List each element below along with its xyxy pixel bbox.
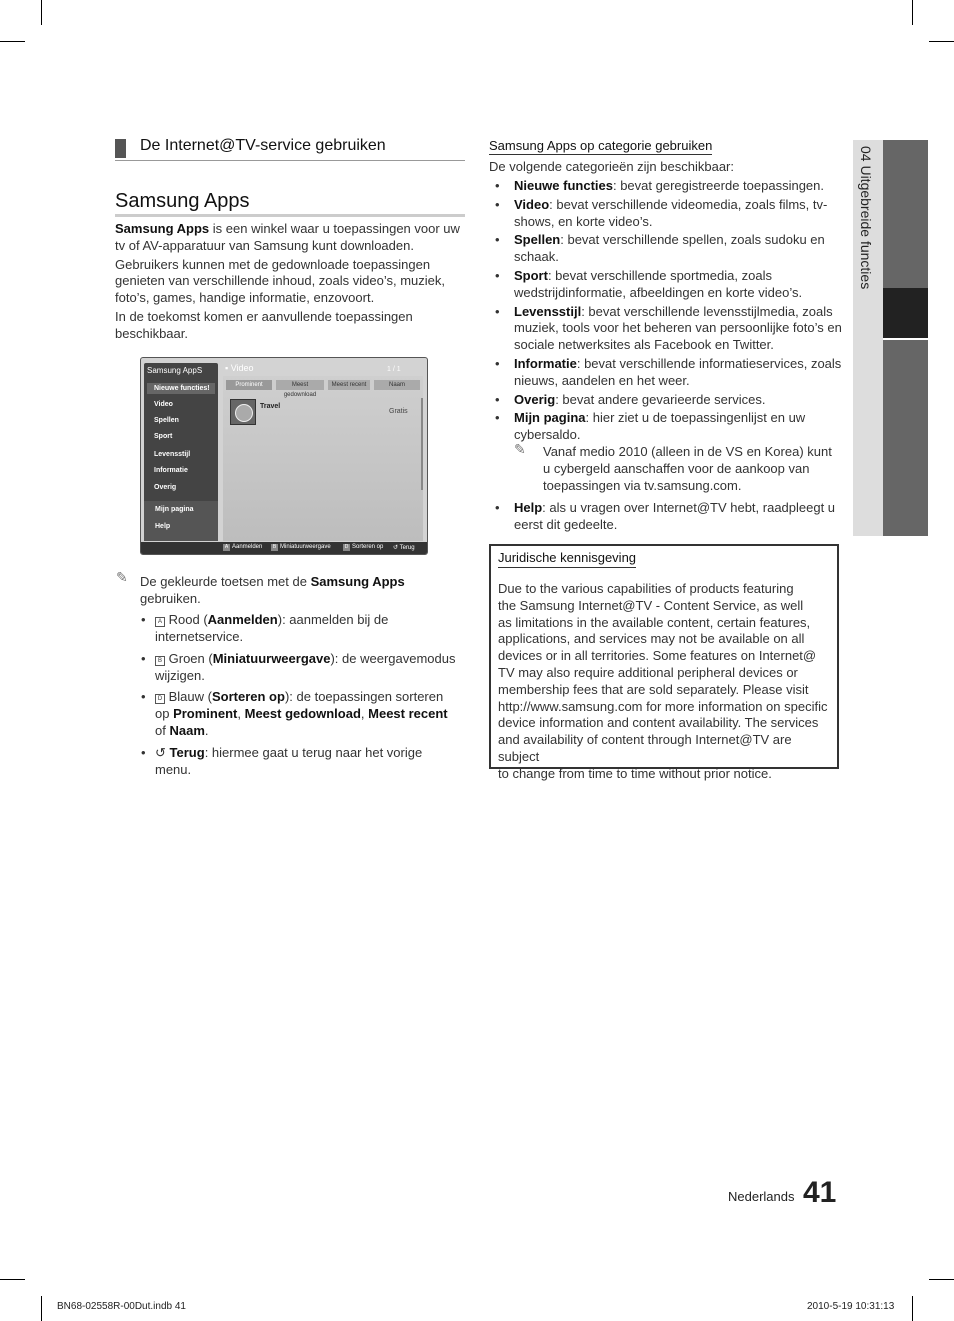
page-title xyxy=(115,190,465,217)
screenshot-menu-item: Nieuwe functies! xyxy=(147,383,215,394)
note-item xyxy=(155,689,475,739)
category-item: • Informatie: bevat verschillende informatieservices, zoals nieuws, aandelen en het weer. xyxy=(495,356,845,390)
return-icon: ↺ xyxy=(155,745,166,760)
note-item-text: Blauw ( xyxy=(168,689,212,704)
subnote-line: Vanaf medio 2010 (alleen in de VS en Korea) kunt xyxy=(543,443,832,459)
note-item-text: op xyxy=(155,705,174,721)
screenshot-tab: Naam xyxy=(374,380,420,390)
category-desc: : bevat verschillende levensstijlmedia, zoals xyxy=(581,303,833,319)
screenshot-footer-item xyxy=(223,544,262,551)
category-name: Video xyxy=(514,196,550,212)
category-item: • Spellen: bevat verschillende spellen, zoals sudoku en schaak. xyxy=(495,232,845,266)
screenshot-tab: Meest recent xyxy=(328,380,370,390)
pencil-note-icon: ✎ xyxy=(514,440,526,457)
screenshot-menu-item: Levensstijl xyxy=(154,451,191,458)
note-item-bold: Naam xyxy=(169,722,205,738)
screenshot-menu-item: Spellen xyxy=(154,417,179,424)
legal-line: and availability of content through Internet@TV are subject xyxy=(498,732,792,764)
screenshot-tabs xyxy=(226,380,426,398)
legal-line: http://www.samsung.com for more information on specific xyxy=(498,698,828,714)
note-item-text: menu. xyxy=(155,761,192,777)
intro-line: In de toekomst komen er aanvullende toepassingen xyxy=(115,308,413,324)
screenshot-menu-item: Informatie xyxy=(154,467,188,474)
note-item-text: ): aanmelden bij de xyxy=(277,612,389,627)
screenshot-footer-label: Terug xyxy=(399,545,415,551)
category-desc: nieuws, aandelen en het weer. xyxy=(514,372,690,388)
category-desc: : bevat verschillende informatieservices, zoals xyxy=(576,355,842,371)
category-desc: : bevat verschillende videomedia, zoals films, tv- xyxy=(549,196,828,212)
screenshot-page: 1 / 1 xyxy=(387,366,401,373)
section-heading xyxy=(115,136,465,161)
category-item: • Sport: bevat verschillende sportmedia, zoals wedstrijdinformatie, afbeeldingen en korte video’s. xyxy=(495,268,845,302)
category-desc: : hier ziet u de toepassingenlijst en uw xyxy=(585,410,806,426)
intro-bold: Samsung Apps xyxy=(115,221,210,236)
screenshot-menu-item: Sport xyxy=(154,433,173,440)
screenshot-menu-item: Video xyxy=(154,401,173,408)
legal-line: the Samsung Internet@TV - Content Service, as well xyxy=(498,597,804,613)
intro-line: foto’s, games, handige informatie, enzovoort. xyxy=(115,290,375,306)
travel-app-icon xyxy=(230,399,256,425)
note-bold: Samsung Apps xyxy=(310,574,405,589)
key-a-icon: A xyxy=(224,544,229,550)
category-name: Levensstijl xyxy=(514,303,582,319)
category-desc: muziek, tools voor het beheren van persoonlijke foto’s en xyxy=(514,320,842,336)
note-text xyxy=(140,574,470,608)
legal-line: to change from time to time without prior notice. xyxy=(498,765,772,781)
key-d-icon: D xyxy=(155,694,165,704)
note-item-bold: Miniatuurweergave xyxy=(212,651,331,666)
screenshot-tab: Meest gedownload xyxy=(276,380,324,390)
intro-text xyxy=(115,221,465,343)
category-desc: : bevat verschillende sportmedia, zoals xyxy=(547,267,772,283)
chapter-tab-bar xyxy=(883,340,928,536)
screenshot-item-name: Travel xyxy=(260,403,281,410)
category-name: Informatie xyxy=(514,355,577,371)
chapter-tab-label: 04 Uitgebreide functies xyxy=(858,146,874,290)
note-item-text: ): de toepassingen sorteren xyxy=(284,689,444,704)
legal-line: applications, and services may not be available on all xyxy=(498,631,805,647)
section-heading-text: De Internet@TV-service gebruiken xyxy=(140,137,386,154)
intro-line: genieten van verschillende inhoud, zoals video’s, muziek, xyxy=(115,273,446,289)
note-item-bold: Meest recent xyxy=(368,705,448,721)
note-item-bold: Prominent xyxy=(173,705,238,721)
note-item xyxy=(155,745,475,779)
bullet: • xyxy=(141,651,146,666)
screenshot-footer-item xyxy=(393,544,415,551)
screenshot-footer-label: Sorteren op xyxy=(352,544,384,550)
category-item: • Help: als u vragen over Internet@TV hebt, raadpleegt u eerst dit gedeelte. xyxy=(495,500,845,534)
screenshot-menu-item: Overig xyxy=(154,484,177,491)
key-b-icon: B xyxy=(272,544,277,550)
crop-mark xyxy=(912,1296,913,1321)
legal-line: as limitations in the available content, certain features, xyxy=(498,614,811,630)
crop-mark xyxy=(929,41,954,42)
crop-mark xyxy=(41,1296,42,1321)
note-item-text: wijzigen. xyxy=(155,667,205,683)
category-name: Mijn pagina xyxy=(514,410,586,426)
subnote-line: u cybergeld aanschaffen voor de aankoop van xyxy=(543,460,810,476)
note-item-bold: Aanmelden xyxy=(207,612,278,627)
note-item-text: , xyxy=(360,705,369,721)
key-b-icon: B xyxy=(155,656,165,666)
legal-line: Due to the various capabilities of products featuring xyxy=(498,581,794,596)
category-name: Help xyxy=(514,500,543,516)
crop-mark xyxy=(912,0,913,25)
return-icon: ↺ xyxy=(393,545,399,551)
category-item: • Video: bevat verschillende videomedia, zoals films, tv- shows, en korte video’s. xyxy=(495,197,845,231)
category-item: • Nieuwe functies: bevat geregistreerde toepassingen. xyxy=(495,178,824,193)
category-name: Spellen xyxy=(514,232,561,248)
bullet: • xyxy=(141,745,146,760)
page-title-text: Samsung Apps xyxy=(115,190,250,212)
intro-line: is een winkel waar u toepassingen voor uw xyxy=(209,221,460,236)
note-item-text: , xyxy=(237,705,245,721)
note-item-text: : hiermee gaat u terug naar het vorige xyxy=(204,745,423,760)
category-name: Nieuwe functies xyxy=(514,178,613,193)
note-line: gebruiken. xyxy=(140,590,201,606)
note-item-text: Rood ( xyxy=(168,612,208,627)
legal-line: membership fees that are sold separately. Please visit xyxy=(498,681,809,697)
screenshot-footer-item xyxy=(271,544,331,551)
legal-line: TV may also require additional peripheral devices or xyxy=(498,664,798,680)
categories-heading: Samsung Apps op categorie gebruiken xyxy=(489,138,713,153)
section-marker xyxy=(115,139,126,158)
subnote xyxy=(514,440,845,494)
chapter-tab-active xyxy=(883,288,928,338)
note-item-text: ): de weergavemodus xyxy=(330,651,456,666)
note-item-bold: Sorteren op xyxy=(211,689,285,704)
legal-line: devices or in all territories. Some features on Internet@ xyxy=(498,648,817,664)
screenshot-menu-item: Help xyxy=(155,523,171,530)
screenshot-breadcrumb: ▪ Video xyxy=(225,363,254,373)
category-desc: wedstrijdinformatie, afbeeldingen en korte video’s. xyxy=(514,284,803,300)
category-item: • Levensstijl: bevat verschillende levensstijlmedia, zoals muziek, tools voor het beheren van persoonlijke foto’s en sociale netwerksites als Facebook en Twitter. xyxy=(495,304,845,354)
note-item-text: Groen ( xyxy=(168,651,213,666)
category-desc: : als u vragen over Internet@TV hebt, raadpleegt u xyxy=(542,500,836,516)
print-slug-file: BN68-02558R-00Dut.indb 41 xyxy=(57,1301,186,1312)
crop-mark xyxy=(0,1279,25,1280)
legal-notice-box xyxy=(489,544,839,781)
pencil-note-icon: ✎ xyxy=(116,569,128,585)
category-desc: : bevat geregistreerde toepassingen. xyxy=(612,178,824,193)
note-item xyxy=(155,651,475,685)
subnote-line: toepassingen via tv.samsung.com. xyxy=(543,477,742,493)
note-item-bold: Terug xyxy=(169,745,205,760)
screenshot-footer-label: Aanmelden xyxy=(232,544,263,550)
category-item: • Mijn pagina: hier ziet u de toepassingenlijst en uw cybersaldo. ✎ Vanaf medio 2010 (alleen in de VS en Korea) kunt u cybergeld aanschaffen voor de aankoop van toepassingen via tv.samsung.com. xyxy=(495,410,845,494)
note-item-text: internetservice. xyxy=(155,628,244,644)
footer-language: Nederlands xyxy=(728,1189,795,1204)
category-desc: sociale netwerksites als Facebook en Twitter. xyxy=(514,337,774,353)
key-d-icon: D xyxy=(344,544,349,550)
screenshot-scrollbar xyxy=(421,398,423,490)
category-name: Sport xyxy=(514,267,548,283)
legal-text xyxy=(498,581,834,783)
crop-mark xyxy=(0,41,25,42)
page-number: 41 xyxy=(803,1176,837,1209)
legal-heading: Juridische kennisgeving xyxy=(498,550,636,568)
categories-intro: De volgende categorieën zijn beschikbaar: xyxy=(489,159,734,174)
print-slug-date: 2010-5-19 10:31:13 xyxy=(807,1301,895,1312)
note-line: De gekleurde toetsen met de xyxy=(140,574,311,589)
intro-line: tv of AV-apparatuur van Samsung kunt downloaden. xyxy=(115,237,414,253)
key-a-icon: A xyxy=(155,617,165,627)
note-item-text: . xyxy=(204,722,209,738)
crop-mark xyxy=(929,1279,954,1280)
intro-line: beschikbaar. xyxy=(115,325,188,341)
note-item xyxy=(155,612,475,646)
screenshot-footer-label: Miniatuurweergave xyxy=(280,544,331,550)
category-desc: cybersaldo. xyxy=(514,427,581,443)
screenshot-app-title: Samsung AppS xyxy=(147,366,203,375)
legal-line: device information and content availability. The services xyxy=(498,715,819,731)
category-desc: : bevat andere gevarieerde services. xyxy=(555,391,766,407)
screenshot-breadcrumb-text: Video xyxy=(230,363,254,373)
bullet: • xyxy=(141,689,146,704)
samsung-apps-screenshot xyxy=(140,357,428,555)
screenshot-menu-item: Mijn pagina xyxy=(155,506,194,513)
category-desc: shows, en korte video’s. xyxy=(514,213,653,229)
screenshot-item-price: Gratis xyxy=(389,408,408,415)
category-desc: : bevat verschillende spellen, zoals sudoku en xyxy=(560,232,825,248)
screenshot-footer-item xyxy=(343,544,383,551)
category-name: Overig xyxy=(514,391,556,407)
chapter-tab-bar xyxy=(883,140,928,288)
category-item: • Overig: bevat andere gevarieerde services. xyxy=(495,391,766,407)
screenshot-tab: Prominent xyxy=(226,380,272,390)
note-item-text: of xyxy=(155,722,170,738)
note-item-bold: Meest gedownload xyxy=(244,705,361,721)
category-desc: eerst dit gedeelte. xyxy=(514,517,618,533)
category-desc: schaak. xyxy=(514,249,559,265)
crop-mark xyxy=(41,0,42,25)
categories-list xyxy=(495,178,845,534)
bullet: • xyxy=(141,612,146,627)
intro-line: Gebruikers kunnen met de gedownloade toepassingen xyxy=(115,256,431,272)
